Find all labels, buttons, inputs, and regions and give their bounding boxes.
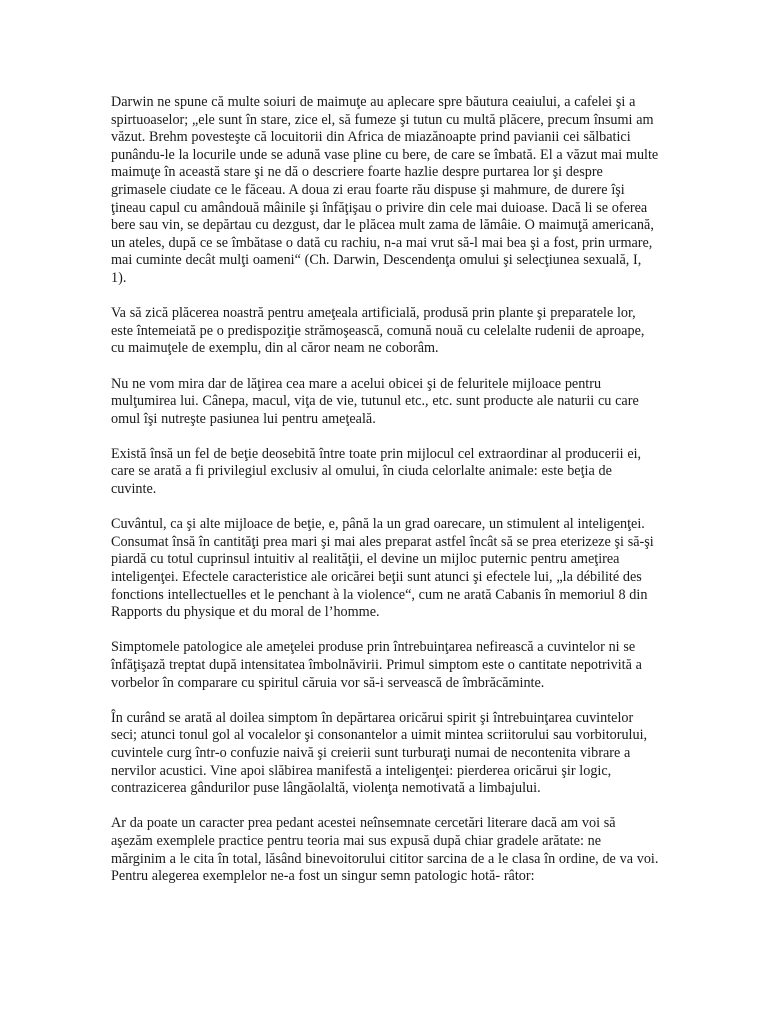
paragraph-means-of-intoxication: Nu ne vom mira dar de lăţirea cea mare a acelui obicei şi de feluritele mijloace pentru mulţumirea lui. Cânepa, macul, viţa de vie, tutunul etc., etc. sunt producte ale naturii cu care omul îşi nutreşte pasiunea lui pentru ameţeală. [111, 375, 639, 427]
paragraph-artificial-intoxication: Va să zică plăcerea noastră pentru ameţeala artificială, produsă prin plante şi preparatele lor, este întemeiată pe o predispoziţie strămoşească, comună nouă cu celelalte rudenii de aproape, cu maimuţele de exemplu, din al căror neam ne coborâm. [111, 305, 645, 357]
paragraph-word-as-stimulant: Cuvântul, ca şi alte mijloace de beţie, e, până la un grad oarecare, un stimulent al inteligenţei. Consumat însă în cantităţi prea mari şi mai ales preparat astfel încât să se prea eterizeze şi să-şi piardă cu totul cuprinsul intuitiv al realităţii, el devine un mijloc puternic pentru ameţirea inteligenţei. Efectele caracteristice ale oricărei beţii sunt atunci şi efectele lui, „la débilité des fonctions intellectuelles et le penchant à la violence“, cum ne arată Cabanis în memoriul 8 din Rapports du physique et du moral de l’homme. [111, 516, 654, 621]
paragraph-examples: Ar da poate un caracter prea pedant acestei neînsemnate cercetări literare dacă am voi să aşezăm exemplele practice pentru teoria mai sus expusă după chiar gradele arătate: ne mărginim a le cita în total, lăsând binevoitorului cititor sarcina de a le clasa în ordine, de va voi. Pentru alegerea exemplelor ne-a fost un singur semn patologic hotă- râtor: [111, 815, 659, 885]
paragraph-symptoms: Simptomele patologice ale ameţelei produse prin întrebuinţarea nefirească a cuvintelor ni se înfăţişază treptat după intensitatea îmbolnăvirii. Primul simptom este o cantitate nepotrivită a vorbelor în comparare cu spiritul căruia vor să-i servească de îmbrăcăminte. [111, 639, 642, 691]
paragraph-darwin-monkeys: Darwin ne spune că multe soiuri de maimuţe au aplecare spre băutura ceaiului, a cafelei şi a spirtuoaselor; „ele sunt în stare, zice el, să fumeze şi tutun cu multă plăcere, precum însumi am văzut. Brehm povesteşte că locuitorii din Africa de miazănoapte prind pavianii cei sălbatici punându-le la locurile unde se adună vase pline cu bere, de care se îmbată. El a văzut mai multe maimuţe în această stare şi ne dă o descriere foarte hazlie despre purtarea lor şi despre grimasele ciudate ce le făceau. A doua zi erau foarte rău dispuse şi mahmure, de durere îşi ţineau capul cu amândouă mâinile şi înfăţişau o privire din cele mai duioase. Dacă li se oferea bere sau vin, se depărtau cu dezgust, dar le plăcea mult zama de lămâie. O maimuţă americană, un ateles, după ce se îmbătase o dată cu rachiu, n-a mai vrut să-l mai bea şi a fost, prin urmare, mai cuminte decât mulţi oameni“ (Ch. Darwin, Descendenţa omului şi selecţiunea sexuală, I, 1). [111, 94, 659, 286]
paragraph-second-symptom: În curând se arată al doilea simptom în depărtarea oricărui spirit şi întrebuinţarea cuvintelor seci; atunci tonul gol al vocalelor şi consonantelor a uimit mintea scriitorului sau vorbitorului, cuvintele curg într-o confuzie naivă şi creierii sunt turburaţi numai de necontenita vibrare a nervilor acustici. Vine apoi slăbirea manifestă a inteligenţei: pierderea oricărui şir logic, contrazicerea gândurilor puse lângăolaltă, violenţa nemotivată a limbajului. [111, 709, 648, 797]
paragraph-word-drunkenness: Există însă un fel de beţie deosebită între toate prin mijlocul cel extraordinar al producerii ei, care se arată a fi privilegiul exclusiv al omului, în ciuda celorlalte animale: este beţia de cuvinte. [111, 445, 642, 498]
document-page [111, 94, 659, 903]
